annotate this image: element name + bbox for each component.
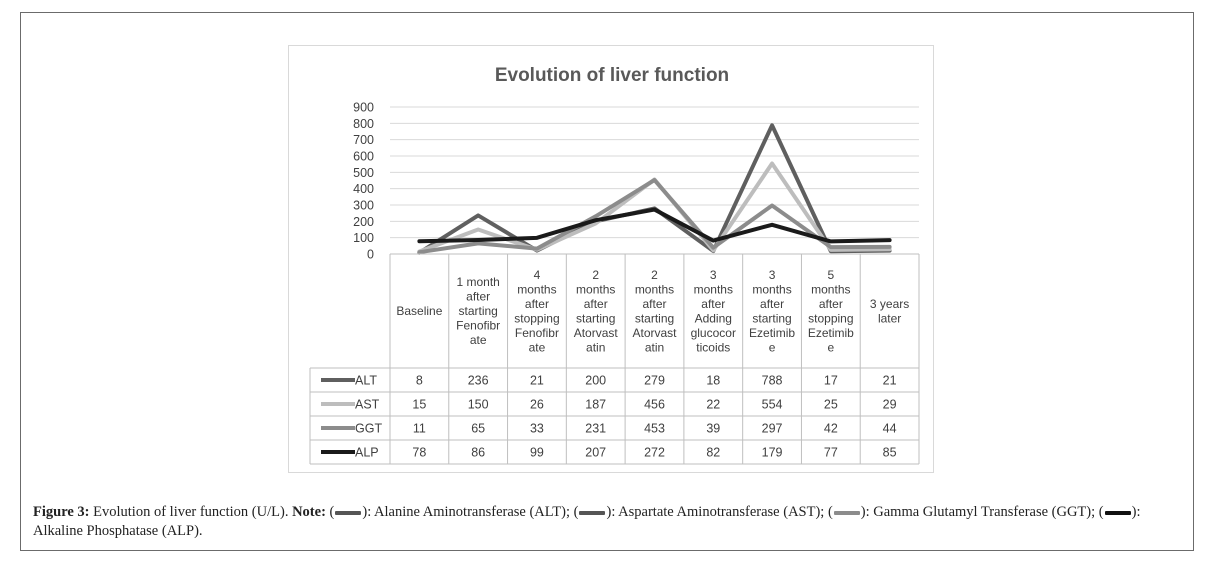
category-label: 2 months after starting Atorvast atin: [632, 267, 677, 355]
table-cell-alt: 200: [585, 373, 607, 388]
legend-label-alt: ALT: [355, 373, 377, 388]
table-cell-ggt: 42: [823, 421, 838, 436]
y-tick-label: 700: [353, 133, 374, 148]
table-cell-alt: 21: [882, 373, 897, 388]
figure-caption: Figure 3: Evolution of liver function (U/L). Note: ( ): Alanine Aminotransferase (ALT); ( ): Aspartate Aminotransferase (AST); ( ): Gamma Glutamyl Transferase (GGT); ( ): Alkaline Phosphatase (ALP).: [33, 504, 1141, 539]
table-cell-alp: 272: [644, 445, 665, 460]
table-cell-ggt: 297: [761, 421, 783, 436]
category-label: 5 months after stopping Ezetimib e: [807, 267, 854, 355]
line-chart: [289, 46, 935, 474]
category-label: 2 months after starting Atorvast atin: [573, 267, 618, 355]
table-cell-ast: 25: [823, 397, 838, 412]
table-cell-ggt: 231: [585, 421, 607, 436]
y-tick-label: 300: [353, 198, 374, 213]
y-tick-label: 400: [353, 182, 374, 197]
table-cell-alp: 77: [823, 445, 838, 460]
y-tick-label: 900: [353, 100, 374, 115]
table-cell-alt: 788: [761, 373, 783, 388]
y-tick-label: 0: [367, 247, 374, 262]
table-cell-alt: 279: [644, 373, 665, 388]
table-cell-alp: 179: [761, 445, 783, 460]
table-cell-alp: 78: [412, 445, 427, 460]
table-cell-ggt: 65: [471, 421, 486, 436]
ast-legend-swatch: [579, 511, 605, 515]
category-label: 3 years later: [869, 296, 910, 326]
table-cell-ast: 456: [644, 397, 665, 412]
note-label: Note:: [292, 504, 326, 520]
caption-note-ast: ): Aspartate Aminotransferase (AST); (: [606, 504, 833, 520]
category-label: 3 months after Adding glucocor ticoids: [690, 267, 736, 355]
table-cell-alp: 85: [882, 445, 897, 460]
alp-legend-swatch: [1105, 511, 1131, 515]
table-cell-ast: 29: [882, 397, 897, 412]
table-cell-ggt: 33: [529, 421, 544, 436]
category-label: 4 months after stopping Fenofibr ate: [514, 267, 560, 355]
chart-area: [288, 45, 934, 473]
legend-label-ast: AST: [355, 397, 380, 412]
table-cell-ast: 187: [585, 397, 607, 412]
y-tick-label: 600: [353, 149, 374, 164]
alt-legend-swatch: [335, 511, 361, 515]
y-tick-label: 800: [353, 116, 374, 131]
table-cell-ast: 26: [529, 397, 544, 412]
category-label: 1 month after starting Fenofibr ate: [456, 275, 501, 347]
table-cell-ast: 22: [706, 397, 721, 412]
table-cell-alt: 21: [529, 373, 544, 388]
table-cell-ast: 554: [761, 397, 783, 412]
table-cell-ggt: 39: [706, 421, 721, 436]
table-cell-alt: 236: [467, 373, 489, 388]
table-cell-alt: 18: [706, 373, 721, 388]
figure-label: Figure 3:: [33, 504, 90, 520]
caption-note-ggt: ): Gamma Glutamyl Transferase (GGT); (: [860, 504, 1104, 520]
table-cell-ast: 15: [412, 397, 427, 412]
table-cell-ast: 150: [467, 397, 489, 412]
table-cell-alp: 207: [585, 445, 607, 460]
category-label: 3 months after starting Ezetimib e: [749, 267, 796, 355]
table-cell-alt: 17: [823, 373, 838, 388]
table-cell-alp: 82: [706, 445, 721, 460]
y-tick-label: 100: [353, 231, 374, 246]
category-label: Baseline: [396, 304, 443, 318]
y-tick-label: 200: [353, 214, 374, 229]
table-cell-alp: 86: [471, 445, 486, 460]
legend-label-alp: ALP: [355, 445, 379, 460]
chart-title: Evolution of liver function: [494, 65, 730, 86]
table-cell-ggt: 11: [412, 421, 426, 436]
ggt-legend-swatch: [834, 511, 860, 515]
table-cell-alp: 99: [529, 445, 544, 460]
caption-note-alp: ): Alkaline Phosphatase (ALP).: [33, 504, 1141, 539]
legend-label-ggt: GGT: [355, 421, 383, 436]
table-cell-alt: 8: [415, 373, 423, 388]
caption-text: Evolution of liver function (U/L).: [93, 504, 289, 520]
table-cell-ggt: 44: [882, 421, 897, 436]
caption-note-alt: ): Alanine Aminotransferase (ALT); (: [362, 504, 579, 520]
table-cell-ggt: 453: [644, 421, 665, 436]
y-tick-label: 500: [353, 165, 374, 180]
